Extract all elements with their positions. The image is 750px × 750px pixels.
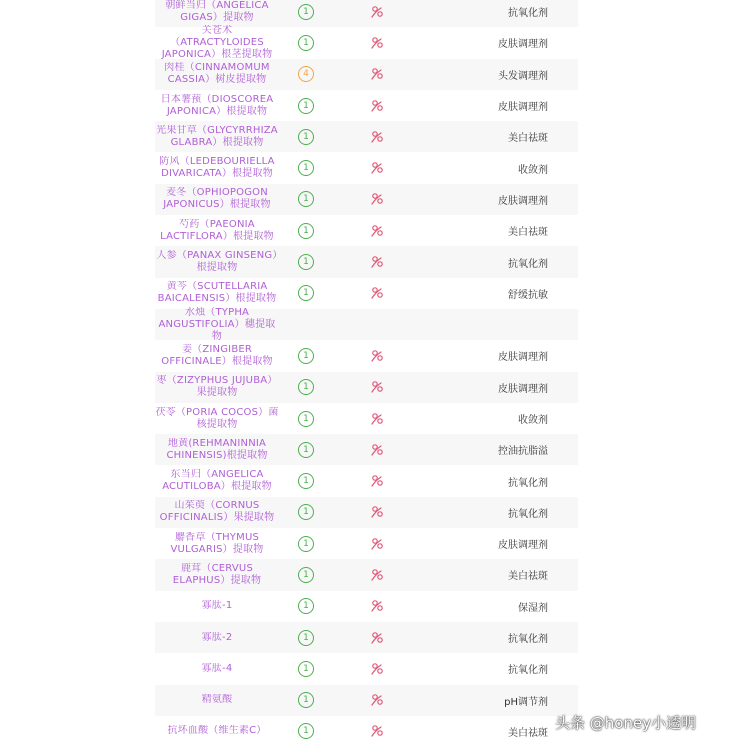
acne-risk-cell <box>333 161 421 175</box>
ingredient-name-link[interactable]: 肉桂（CINNAMOMUM CASSIA）树皮提取物 <box>164 62 270 86</box>
acne-risk-icon <box>370 505 384 519</box>
safety-score-cell <box>279 567 333 583</box>
usage-purpose: 皮肤调理剂 <box>498 102 548 114</box>
table-row[interactable] <box>155 372 578 403</box>
table-row[interactable] <box>155 184 578 215</box>
acne-risk-icon <box>370 99 384 113</box>
acne-risk-cell <box>333 662 421 676</box>
safety-score-badge: 1 <box>298 536 314 552</box>
safety-score-badge: 1 <box>298 411 314 427</box>
table-row[interactable] <box>155 306 578 342</box>
acne-risk-cell <box>333 693 421 707</box>
safety-score-badge: 1 <box>298 567 314 583</box>
acne-risk-cell <box>333 349 421 363</box>
safety-score-cell <box>279 4 333 20</box>
acne-risk-cell <box>333 537 421 551</box>
safety-score-cell <box>279 129 333 145</box>
ingredient-table <box>155 0 578 747</box>
safety-score-cell <box>279 379 333 395</box>
table-row[interactable] <box>155 653 578 684</box>
safety-score-badge: 1 <box>298 348 314 364</box>
usage-purpose: 收敛剂 <box>518 164 548 176</box>
usage-purpose: 美白祛斑 <box>508 227 548 239</box>
acne-risk-icon <box>370 130 384 144</box>
safety-score-badge: 1 <box>298 379 314 395</box>
safety-score-cell <box>279 723 333 739</box>
safety-score-badge: 1 <box>298 35 314 51</box>
usage-purpose: 皮肤调理剂 <box>498 195 548 207</box>
acne-risk-icon <box>370 224 384 238</box>
acne-risk-icon <box>370 568 384 582</box>
acne-risk-icon <box>370 662 384 676</box>
usage-purpose: 皮肤调理剂 <box>498 540 548 552</box>
acne-risk-cell <box>333 568 421 582</box>
acne-risk-icon <box>370 724 384 738</box>
acne-risk-cell <box>333 380 421 394</box>
acne-risk-cell <box>333 130 421 144</box>
acne-risk-cell <box>333 286 421 300</box>
ingredient-name-link[interactable]: 寡肽-1 <box>201 600 233 612</box>
ingredient-name-link[interactable]: 防风（LEDEBOURIELLA DIVARICATA）根提取物 <box>159 156 275 180</box>
acne-risk-cell <box>333 724 421 738</box>
acne-risk-icon <box>370 286 384 300</box>
usage-purpose: 抗氧化剂 <box>508 508 548 520</box>
ingredient-name-link[interactable]: 人参（PANAX GINSENG）根提取物 <box>156 250 278 274</box>
usage-purpose: 头发调理剂 <box>498 70 548 82</box>
acne-risk-icon <box>370 380 384 394</box>
table-row[interactable] <box>155 215 578 246</box>
table-row[interactable] <box>155 559 578 590</box>
ingredient-name-link[interactable]: 寡肽-4 <box>201 662 233 674</box>
ingredient-name-link[interactable]: 光果甘草（GLYCYRRHIZA GLABRA）根提取物 <box>156 124 278 148</box>
usage-purpose: 保湿剂 <box>518 602 548 614</box>
table-row[interactable] <box>155 278 578 309</box>
acne-risk-cell <box>333 631 421 645</box>
safety-score-cell <box>279 160 333 176</box>
table-row[interactable] <box>155 465 578 496</box>
ingredient-name-link[interactable]: 山茱萸（CORNUS OFFICINALIS）果提取物 <box>159 500 275 524</box>
table-row[interactable] <box>155 622 578 653</box>
usage-purpose: 抗氧化剂 <box>508 665 548 677</box>
safety-score-badge: 1 <box>298 723 314 739</box>
acne-risk-cell <box>333 443 421 457</box>
safety-score-badge: 1 <box>298 191 314 207</box>
acne-risk-icon <box>370 161 384 175</box>
ingredient-name-link[interactable]: 芍药（PAEONIA LACTIFLORA）根提取物 <box>160 218 274 242</box>
table-row[interactable] <box>155 685 578 716</box>
safety-score-badge: 1 <box>298 98 314 114</box>
safety-score-cell <box>279 35 333 51</box>
safety-score-badge: 1 <box>298 285 314 301</box>
safety-score-cell <box>279 661 333 677</box>
acne-risk-icon <box>370 412 384 426</box>
table-row[interactable] <box>155 246 578 277</box>
ingredient-name-link[interactable]: 抗坏血酸（维生素C） <box>167 725 267 737</box>
table-row[interactable] <box>155 434 578 465</box>
acne-risk-icon <box>370 599 384 613</box>
usage-purpose: 抗氧化剂 <box>508 477 548 489</box>
safety-score-badge: 1 <box>298 692 314 708</box>
acne-risk-icon <box>370 693 384 707</box>
acne-risk-cell <box>333 36 421 50</box>
table-row[interactable] <box>155 591 578 622</box>
safety-score-badge: 1 <box>298 630 314 646</box>
acne-risk-icon <box>370 5 384 19</box>
table-row[interactable] <box>155 59 578 90</box>
table-row[interactable] <box>155 497 578 528</box>
ingredient-name-link[interactable]: 鹿茸（CERVUS ELAPHUS）提取物 <box>172 562 262 586</box>
safety-score-badge: 1 <box>298 598 314 614</box>
ingredient-name-link[interactable]: 地黄(REHMANINNIA CHINENSIS)根提取物 <box>166 437 268 461</box>
ingredient-name-link[interactable]: 日本薯蓣（DIOSCOREA JAPONICA）根提取物 <box>160 93 274 117</box>
safety-score-cell <box>279 411 333 427</box>
safety-score-badge: 1 <box>298 473 314 489</box>
acne-risk-cell <box>333 5 421 19</box>
usage-purpose: 皮肤调理剂 <box>498 352 548 364</box>
acne-risk-icon <box>370 67 384 81</box>
ingredient-name-link[interactable]: 黄芩（SCUTELLARIA BAICALENSIS）根提取物 <box>157 281 277 305</box>
ingredient-name-link[interactable]: 麦冬（OPHIOPOGON JAPONICUS）根提取物 <box>163 187 271 211</box>
table-row[interactable] <box>155 528 578 559</box>
usage-purpose: 美白祛斑 <box>508 727 548 739</box>
acne-risk-icon <box>370 36 384 50</box>
safety-score-cell <box>279 473 333 489</box>
usage-purpose: 皮肤调理剂 <box>498 39 548 51</box>
ingredient-name-link[interactable]: 枣（ZIZYPHUS JUJUBA）果提取物 <box>156 375 278 399</box>
safety-score-badge: 1 <box>298 160 314 176</box>
safety-score-cell <box>279 692 333 708</box>
usage-purpose: 美白祛斑 <box>508 571 548 583</box>
acne-risk-icon <box>370 537 384 551</box>
table-row[interactable] <box>155 90 578 121</box>
acne-risk-cell <box>333 67 421 81</box>
ingredient-name-link[interactable]: 寡肽-2 <box>201 631 233 643</box>
ingredient-name-link[interactable]: 关苍术（ATRACTYLOIDES JAPONICA）根茎提取物 <box>161 24 273 60</box>
safety-score-badge: 1 <box>298 442 314 458</box>
safety-score-badge: 1 <box>298 223 314 239</box>
safety-score-cell <box>279 66 333 82</box>
acne-risk-icon <box>370 192 384 206</box>
usage-purpose: 皮肤调理剂 <box>498 383 548 395</box>
ingredient-name-link[interactable]: 精氨酸 <box>201 694 233 706</box>
safety-score-cell <box>279 254 333 270</box>
safety-score-cell <box>279 348 333 364</box>
ingredient-name-link[interactable]: 姜（ZINGIBER OFFICINALE）根提取物 <box>161 343 273 367</box>
acne-risk-cell <box>333 99 421 113</box>
safety-score-cell <box>279 191 333 207</box>
ingredient-name-link[interactable]: 朝鲜当归（ANGELICA GIGAS）提取物 <box>165 0 269 23</box>
acne-risk-icon <box>370 255 384 269</box>
table-row[interactable] <box>155 716 578 747</box>
table-row[interactable] <box>155 403 578 434</box>
ingredient-name-link[interactable]: 麝香草（THYMUS VULGARIS）提取物 <box>170 531 264 555</box>
acne-risk-icon <box>370 443 384 457</box>
safety-score-badge: 1 <box>298 504 314 520</box>
safety-score-cell <box>279 504 333 520</box>
table-row[interactable] <box>155 24 578 60</box>
acne-risk-icon <box>370 474 384 488</box>
safety-score-cell <box>279 223 333 239</box>
table-row[interactable] <box>155 340 578 371</box>
ingredient-name-link[interactable]: 水烛（TYPHA ANGUSTIFOLIA）穗提取物 <box>158 306 276 342</box>
ingredient-name-link[interactable]: 茯苓（PORIA COCOS）菌核提取物 <box>155 406 279 430</box>
usage-purpose: 收敛剂 <box>518 415 548 426</box>
usage-purpose: pH调节剂 <box>504 696 548 708</box>
acne-risk-icon <box>370 631 384 645</box>
safety-score-badge: 1 <box>298 661 314 677</box>
safety-score-cell <box>279 98 333 114</box>
ingredient-name-link[interactable]: 东当归（ANGELICA ACUTILOBA）根提取物 <box>162 469 272 493</box>
usage-purpose: 抗氧化剂 <box>508 8 548 20</box>
acne-risk-cell <box>333 224 421 238</box>
watermark-text: 头条 @honey小透明 <box>555 714 697 732</box>
safety-score-cell <box>279 536 333 552</box>
table-row[interactable] <box>155 0 578 27</box>
usage-purpose: 控油抗脂溢 <box>498 446 548 458</box>
usage-purpose: 舒缓抗敏 <box>508 289 548 301</box>
acne-risk-cell <box>333 474 421 488</box>
safety-score-badge: 1 <box>298 129 314 145</box>
acne-risk-cell <box>333 412 421 426</box>
safety-score-badge: 4 <box>298 66 314 82</box>
safety-score-badge: 1 <box>298 254 314 270</box>
usage-purpose: 抗氧化剂 <box>508 634 548 646</box>
safety-score-badge: 1 <box>298 4 314 20</box>
safety-score-cell <box>279 598 333 614</box>
acne-risk-cell <box>333 599 421 613</box>
table-row[interactable] <box>155 152 578 183</box>
acne-risk-cell <box>333 505 421 519</box>
safety-score-cell <box>279 285 333 301</box>
usage-purpose: 美白祛斑 <box>508 133 548 145</box>
acne-risk-cell <box>333 255 421 269</box>
acne-risk-icon <box>370 349 384 363</box>
table-row[interactable] <box>155 121 578 152</box>
safety-score-cell <box>279 630 333 646</box>
safety-score-cell <box>279 442 333 458</box>
acne-risk-cell <box>333 192 421 206</box>
usage-purpose: 抗氧化剂 <box>508 258 548 270</box>
